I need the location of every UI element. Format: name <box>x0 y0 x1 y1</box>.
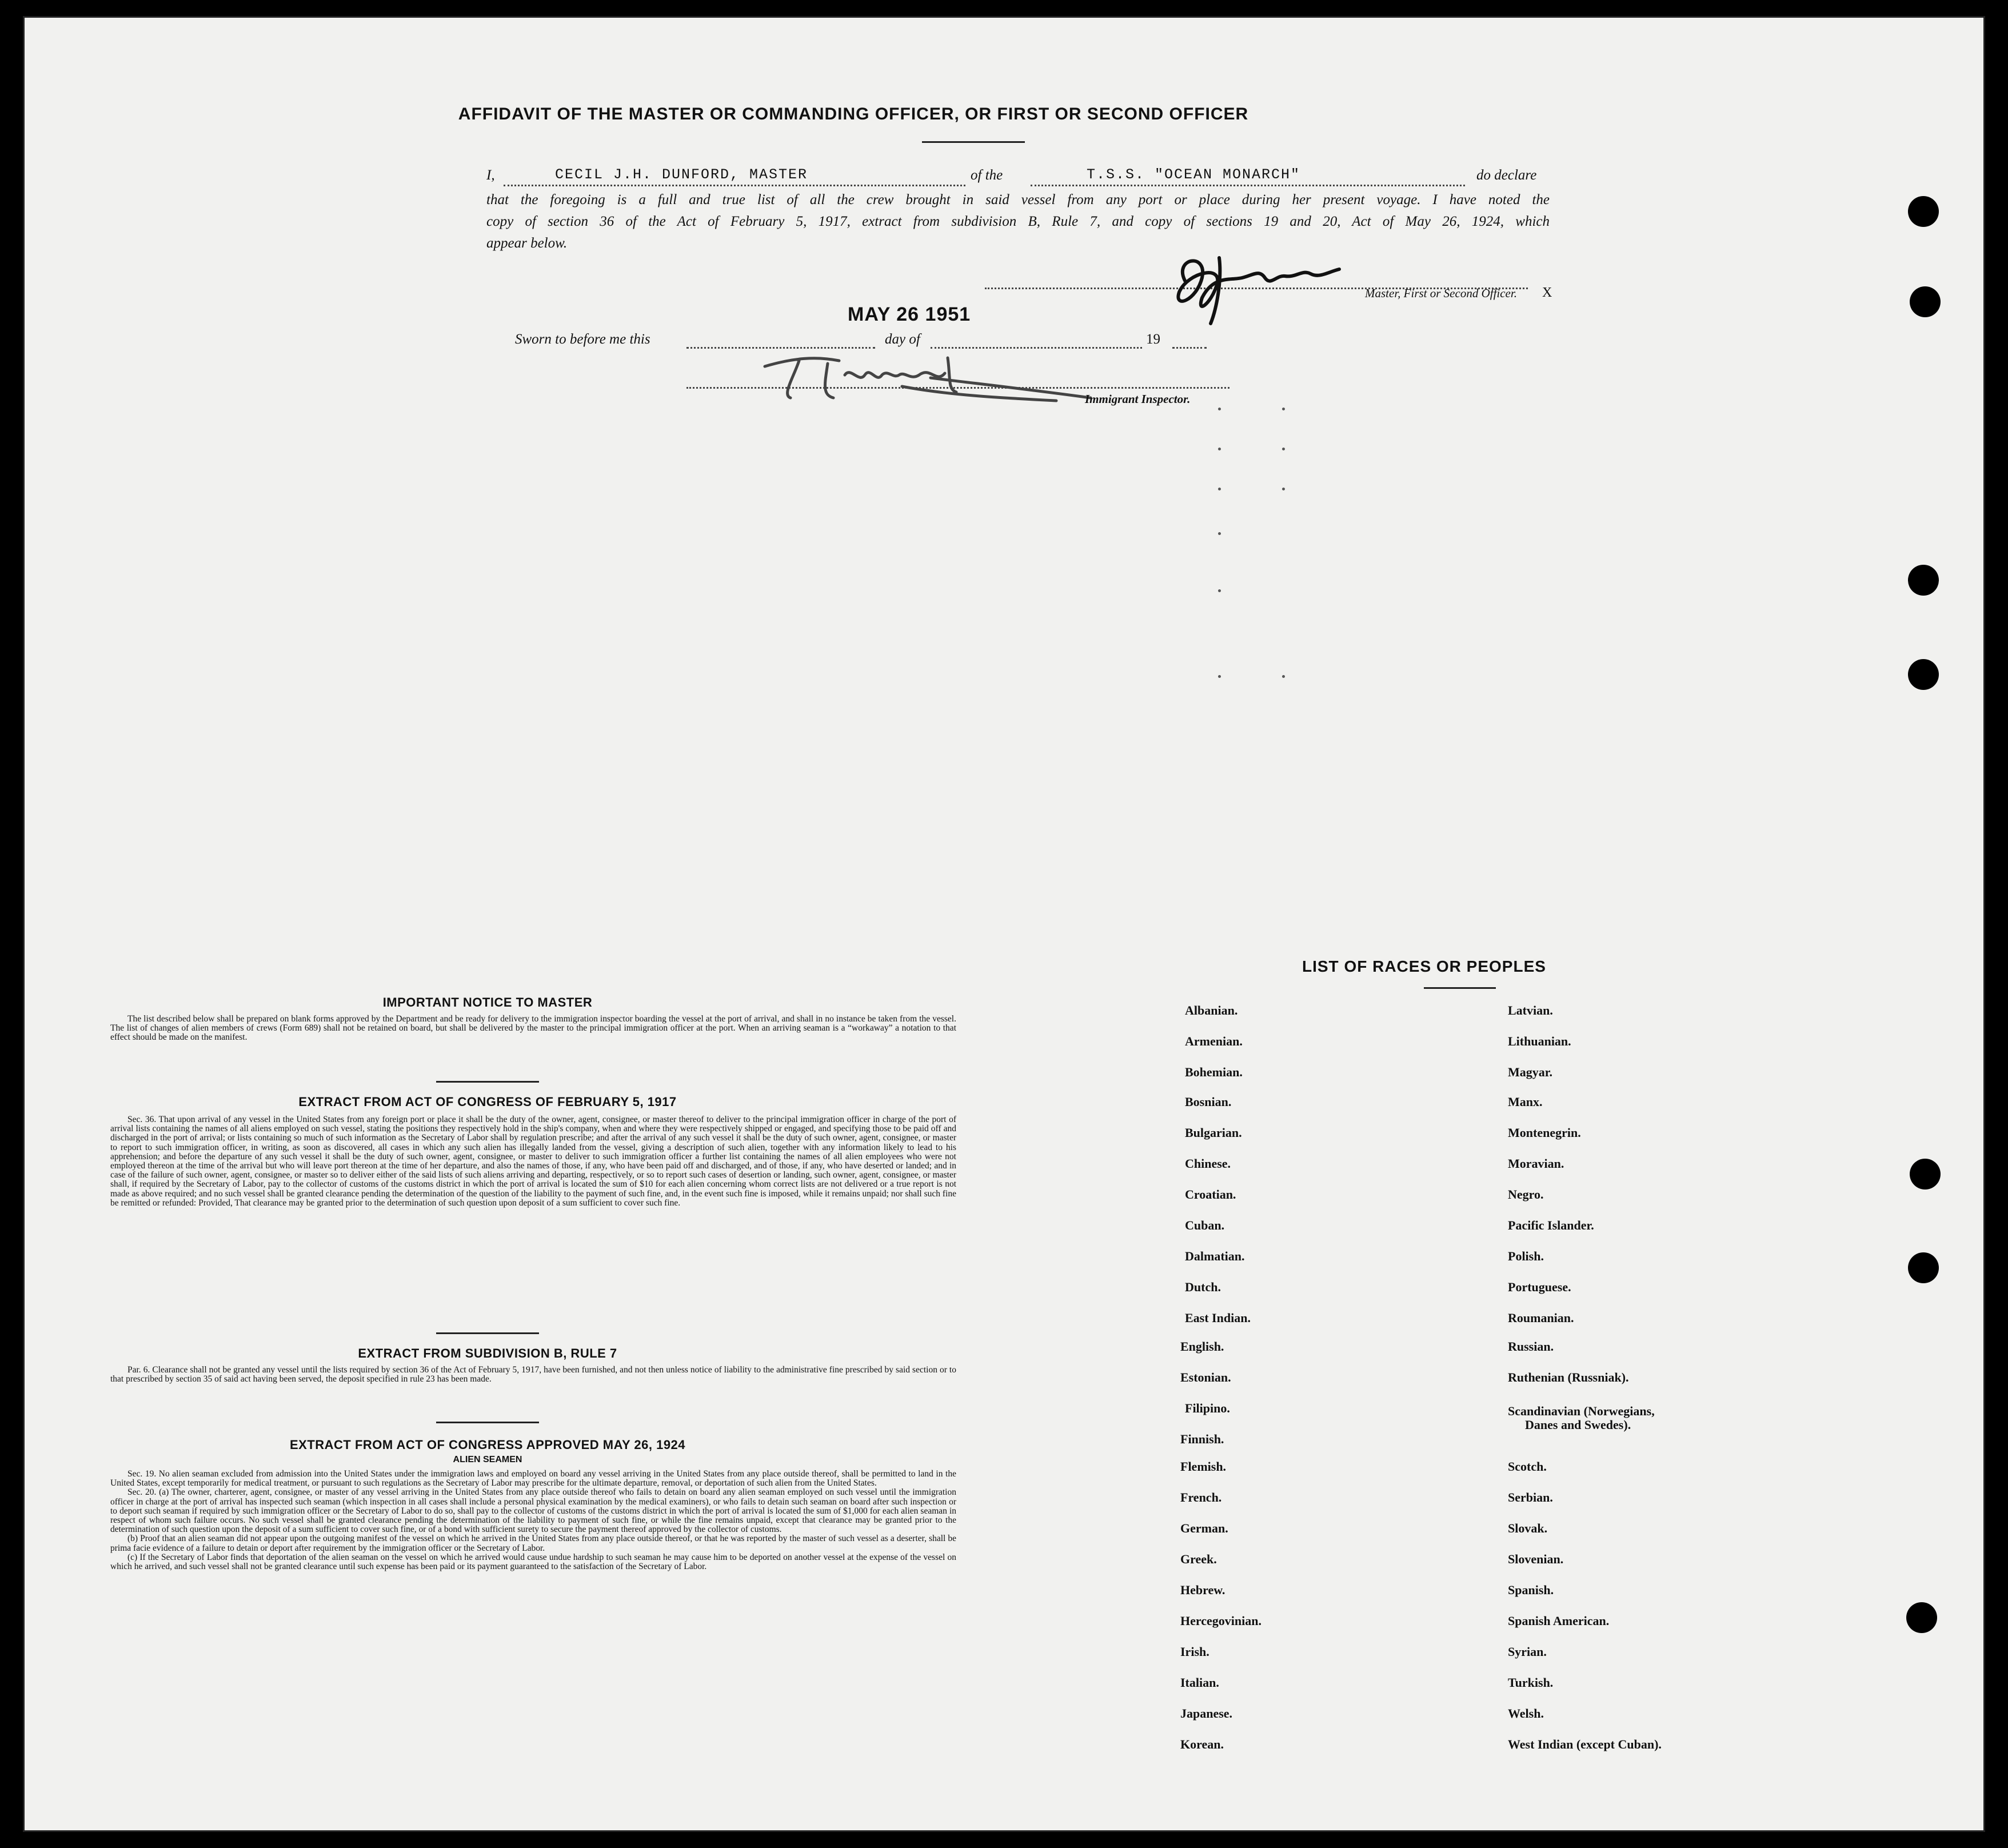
scan-speck <box>1282 488 1285 490</box>
extract-1924-subtitle: ALIEN SEAMEN <box>453 1455 522 1464</box>
vessel-line <box>1031 185 1465 186</box>
notice-body: The list described below shall be prepared on blank forms approved by the Department and be ready for delivery to the immigration inspector boarding the vessel at the port of arrival, and shall in no instance be taken from the vessel. The list of changes of alien members of crews (Form 689) shall not be retained on board, but shall be delivered by the master to the principal immigration officer at the port. When an arriving seaman is a “workaway” a notation to that effect should be made on the manifest. <box>110 1014 956 1043</box>
extract-1924-body <box>110 1470 956 1571</box>
master-caption: Master, First or Second Officer. <box>1365 286 1517 300</box>
race-item: Moravian. <box>1508 1156 1564 1171</box>
race-item: Chinese. <box>1185 1156 1231 1171</box>
race-item: Manx. <box>1508 1095 1543 1109</box>
extract-1924-title: EXTRACT FROM ACT OF CONGRESS APPROVED MAY 26, 1924 <box>289 1438 686 1452</box>
scan-speck <box>1282 448 1285 450</box>
race-item: Flemish. <box>1180 1459 1227 1474</box>
race-item: Greek. <box>1180 1552 1217 1566</box>
race-item: Cuban. <box>1185 1218 1225 1232</box>
sec-20-a: Sec. 20. (a) The owner, charterer, agent, consignee, or master of any vessel arriving in the United States from any place outside thereof who fails to detain on board any alien seaman employed on such vessel until the immigration officer in charge at the port of arrival has inspected such seaman (which inspection in all cases shall include a personal physical examination by the medical examiners), or who fails to detain such seaman on board after such inspection or to deport such seaman if required by such immigration officer or the Secretary of Labor to do so, shall pay to the collector of customs of the customs district in which the port of arrival is located the sum of $1,000 for each alien seaman in respect of whom such failure occurs. No such vessel shall be granted clearance pending the determination of the liability to payment of such fine, or while the fine remains unpaid, except that clearance may be granted prior to the determination of such question upon the deposit of a sum sufficient to cover such fine, or of a bond with sufficient surety to secure the payment thereof approved by the collector of customs. <box>110 1487 956 1535</box>
binder-hole <box>1908 196 1939 227</box>
race-item: Syrian. <box>1508 1645 1547 1659</box>
sworn-label: Sworn to before me this <box>515 332 650 347</box>
date-stamp: MAY 26 1951 <box>848 304 971 325</box>
race-item-continued: Danes and Swedes). <box>1525 1418 1631 1432</box>
scan-speck <box>1282 675 1285 678</box>
extract-1917-body: Sec. 36. That upon arrival of any vessel in the United States from any foreign port or place it shall be the duty of the owner, agent, consignee, or master thereof to deliver to the principal immigration officer in charge of the port of arrival lists containing the names of all aliens employed on such vessel, stating the positions they respectively hold in the ship's company, when and where they were respectively shipped or engaged, and specifying those to be paid off and discharged in the port of arrival; or lists containing so much of such information as the Secretary of Labor shall by regulation prescribe; and after the arrival of any such vessel it shall be the duty of such owner, agent, consignee, or master to report to such immigration officer, in writing, as soon as discovered, all cases in which any such alien has illegally landed from the vessel, giving a description of such alien, together with any information likely to lead to his apprehension; and before the departure of any such vessel it shall be the duty of such owner, agent, consignee, or master to deliver to such immigration officer a further list containing the names of all alien employees who were not employed thereon at the time of the arrival but who will leave port thereon at the time of her departure, and also the names of those, if any, who have been paid off and discharged, and of those, if any, who have deserted or landed; and in case of the failure of such owner, agent, consignee, or master so to deliver either of the said lists of such aliens arriving and departing, respectively, or so to report such cases of desertion or landing, such owner, agent, consignee, or master shall, if required by the Secretary of Labor, pay to the collector of customs of the customs district in which the port of arrival is located the sum of $10 for each alien concerning whom correct lists are not delivered or a true report is not made as above required; and no such vessel shall be granted clearance pending the determination of the question of the liability to the payment of such fine, and, in the event such fine is imposed, while it remains unpaid; nor shall such fine be remitted or refunded: Provided, That clearance may be granted prior to the determination of such question upon deposit of a sum sufficient to cover such fine. <box>110 1115 956 1208</box>
race-item: Estonian. <box>1180 1370 1231 1384</box>
race-item: Slovak. <box>1508 1521 1548 1535</box>
race-item: Finnish. <box>1180 1432 1224 1446</box>
declaration-line-3: copy of section 36 of the Act of February 5, 1917, extract from subdivision B, Rule 7, and copy of sections 19 and 20, Act of May 26, 1924, which <box>486 214 1550 229</box>
binder-hole <box>1908 565 1939 596</box>
race-item: Korean. <box>1180 1737 1224 1751</box>
binder-hole <box>1906 1602 1937 1633</box>
race-item: Dutch. <box>1185 1280 1221 1294</box>
scan-speck <box>1218 675 1221 678</box>
race-item: Spanish American. <box>1508 1614 1610 1628</box>
races-title-rule <box>1424 987 1496 989</box>
race-item: Roumanian. <box>1508 1311 1574 1325</box>
of-the-label: of the <box>971 167 1003 183</box>
race-item: Portuguese. <box>1508 1280 1571 1294</box>
inspector-signature <box>759 344 1108 406</box>
i-label: I, <box>486 167 495 183</box>
race-item: East Indian. <box>1185 1311 1251 1325</box>
scan-speck <box>1282 408 1285 410</box>
race-item: Albanian. <box>1185 1003 1238 1017</box>
scan-speck <box>1218 408 1221 410</box>
race-item: Serbian. <box>1508 1490 1553 1504</box>
race-item: Negro. <box>1508 1187 1544 1202</box>
race-item: German. <box>1180 1521 1228 1535</box>
race-item: Scotch. <box>1508 1459 1547 1474</box>
race-item: Bulgarian. <box>1185 1125 1242 1140</box>
section-rule <box>436 1081 539 1083</box>
race-item: Hercegovinian. <box>1180 1614 1262 1628</box>
name-line <box>504 185 965 186</box>
section-rule <box>436 1332 539 1334</box>
binder-hole <box>1908 659 1939 690</box>
race-item: Lithuanian. <box>1508 1034 1571 1048</box>
year-prefix: 19 <box>1146 332 1160 347</box>
sec-20-c: (c) If the Secretary of Labor finds that deportation of the alien seaman on the vessel on which he arrived would cause undue hardship to such seaman he may cause him to be deported on another vessel at the expense of the vessel on which he arrived, and such vessel shall not be granted clearance until such expense has been paid or its payment guaranteed to the satisfaction of the Secretary of Labor. <box>110 1552 956 1572</box>
sec-19: Sec. 19. No alien seaman excluded from admission into the United States under the immigration laws and employed on board any vessel arriving in the United States from any place outside thereof, shall be permitted to land in the United States, except temporarily for medical treatment, or pursuant to such regulations as the Secretary of Labor may prescribe for the ultimate departure, removal, or deportation of such alien from the United States. <box>110 1469 956 1488</box>
race-item: Welsh. <box>1508 1706 1544 1721</box>
race-item: Japanese. <box>1180 1706 1233 1721</box>
race-item: Ruthenian (Russniak). <box>1508 1370 1629 1384</box>
race-item: French. <box>1180 1490 1222 1504</box>
sworn-year-line <box>1172 347 1207 349</box>
race-item: English. <box>1180 1339 1224 1354</box>
race-item: Bohemian. <box>1185 1065 1243 1079</box>
extract-1917-title: EXTRACT FROM ACT OF CONGRESS OF FEBRUARY 5, 1917 <box>298 1095 677 1109</box>
scan-speck <box>1218 488 1221 490</box>
race-item: Turkish. <box>1508 1675 1554 1690</box>
officer-name-field: CECIL J.H. DUNFORD, MASTER <box>555 166 808 183</box>
vessel-name-field: T.S.S. "OCEAN MONARCH" <box>1087 166 1301 183</box>
race-item: Dalmatian. <box>1185 1249 1245 1263</box>
document-page <box>23 16 1985 1832</box>
race-item: Armenian. <box>1185 1034 1243 1048</box>
race-item: Spanish. <box>1508 1583 1554 1597</box>
race-item: Magyar. <box>1508 1065 1553 1079</box>
day-of-label: day of <box>885 332 920 347</box>
binder-hole <box>1908 1252 1939 1283</box>
sec-20-b: (b) Proof that an alien seaman did not appear upon the outgoing manifest of the vessel on which he arrived in the United States from any place outside thereof, or that he was reported by the master of such vessel as a deserter, shall be prima facie evidence of a failure to detain or deport after requirement by the immigration officer or the Secretary of Labor. <box>110 1534 956 1553</box>
binder-hole <box>1910 1159 1941 1190</box>
master-x-mark: X <box>1542 285 1552 300</box>
race-item: West Indian (except Cuban). <box>1508 1737 1662 1751</box>
notice-title: IMPORTANT NOTICE TO MASTER <box>382 995 593 1009</box>
races-title: LIST OF RACES OR PEOPLES <box>1302 957 1546 975</box>
title-rule <box>922 141 1025 143</box>
race-item: Bosnian. <box>1185 1095 1232 1109</box>
do-declare-label: do declare <box>1476 167 1537 183</box>
race-item: Scandinavian (Norwegians, <box>1508 1404 1655 1418</box>
race-item: Polish. <box>1508 1249 1544 1263</box>
race-item: Italian. <box>1180 1675 1219 1690</box>
race-item: Latvian. <box>1508 1003 1553 1017</box>
race-item: Pacific Islander. <box>1508 1218 1594 1232</box>
affidavit-title: AFFIDAVIT OF THE MASTER OR COMMANDING OFFICER, OR FIRST OR SECOND OFFICER <box>458 105 1249 123</box>
race-item: Slovenian. <box>1508 1552 1564 1566</box>
extract-rule7-body: Par. 6. Clearance shall not be granted any vessel until the lists required by section 36 of the Act of February 5, 1917, have been furnished, and not then unless notice of liability to the administrative fine prescribed by said section or to that prescribed by section 35 of said act having been served, the deposit specified in rule 23 has been made. <box>110 1365 956 1384</box>
race-item: Filipino. <box>1185 1401 1230 1415</box>
master-signature <box>1162 246 1368 326</box>
inspector-caption: Immigrant Inspector. <box>1085 392 1191 406</box>
section-rule <box>436 1422 539 1423</box>
extract-rule7-title: EXTRACT FROM SUBDIVISION B, RULE 7 <box>358 1346 617 1360</box>
scan-speck <box>1218 448 1221 450</box>
race-item: Croatian. <box>1185 1187 1236 1202</box>
scan-speck <box>1218 532 1221 535</box>
race-item: Montenegrin. <box>1508 1125 1581 1140</box>
race-item: Hebrew. <box>1180 1583 1225 1597</box>
declaration-line-2: that the foregoing is a full and true list of all the crew brought in said vessel from any port or place during her present voyage. I have noted the <box>486 192 1550 207</box>
race-item: Russian. <box>1508 1339 1554 1354</box>
scan-speck <box>1218 589 1221 592</box>
binder-hole <box>1910 286 1941 317</box>
race-item: Irish. <box>1180 1645 1209 1659</box>
declaration-line-4: appear below. <box>486 236 568 251</box>
